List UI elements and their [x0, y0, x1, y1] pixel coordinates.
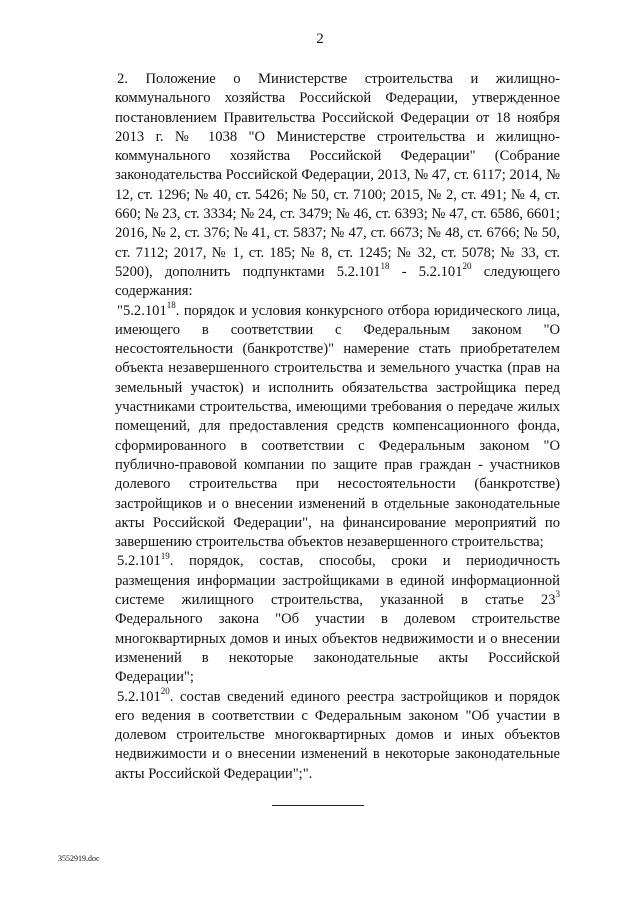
superscript: 20: [160, 685, 170, 696]
paragraph-subitem-20: [115, 685, 560, 784]
paragraph-text: следующего содержания:: [115, 263, 560, 300]
document-body: [115, 70, 560, 784]
subitem-number: 5.2.101: [117, 688, 161, 705]
paragraph-text: . порядок и условия конкурсного отбора юридического лица, имеющего в соответствии с Федеральным законом "О несостоятельности (банкротстве)" намерение стать приобретателем объекта незавершенного строительства и земельного участка (прав на земельный участок) и исполнить обязательства застройщика перед участниками строительства, имеющими требования о передаче жилых помещений, для предоставления средств компенсационного фонда, сформированного в соответствии с Федеральным законом "О публично-правовой компании по защите прав граждан - участников долевого строительства при несостоятельности (банкротстве) застройщиков и о внесении изменений в отдельные законодательные акты Российской Федерации", на финансирование мероприятий по завершению строительства объектов незавершенного строительства;: [115, 302, 560, 551]
paragraph-text: Федерального закона "Об участии в долевом строительстве многоквартирных домов и иных объектов недвижимости и о внесении изменений в некоторые законодательные акты Российской Федерации";: [115, 611, 560, 686]
paragraph-text: 2. Положение о Министерстве строительства и жилищно-коммунального хозяйства Российской Федерации, утвержденное постановлением Правительства Российской Федерации от 18 ноября 2013 г. № 1038 "О Министерстве строительства и жилищно-коммунального хозяйства Российской Федерации" (Собрание законодательства Российской Федерации, 2013, № 47, ст. 6117; 2014, № 12, ст. 1296; № 40, ст. 5426; № 50, ст. 7100; 2015, № 2, ст. 491; № 4, ст. 660; № 23, ст. 3334; № 24, ст. 3479; № 46, ст. 6393; № 47, ст. 6586, 6601; 2016, № 2, ст. 376; № 41, ст. 5837; № 47, ст. 6673; № 48, ст. 6766; № 50, ст. 7112; 2017, № 1, ст. 185; № 8, ст. 1245; № 32, ст. 5078; № 33, ст. 5200), дополнить подпунктами 5.2.101: [115, 71, 560, 280]
superscript: 18: [166, 299, 176, 310]
paragraph-text: . порядок, состав, способы, сроки и периодичность размещения информации застройщиками в единой информационной системе жилищного строительства, указанной в статье 23: [115, 553, 560, 609]
superscript: 20: [462, 261, 472, 272]
paragraph-subitem-19: [115, 552, 560, 687]
paragraph-text: - 5.2.101: [389, 263, 463, 280]
paragraph-text: . состав сведений единого реестра застройщиков и порядок его ведения в соответствии с Федеральным законом "Об участии в долевом строительстве многоквартирных домов и иных объектов недвижимости и о внесении изменений в некоторые законодательные акты Российской Федерации";".: [115, 688, 560, 782]
paragraph-subitem-18: [115, 299, 560, 553]
footer-file-code: 3552919.doc: [58, 854, 100, 863]
paragraph-amendment-intro: [115, 70, 560, 302]
subitem-number: "5.2.101: [117, 302, 167, 319]
page-number: 2: [316, 31, 324, 47]
closing-rule: [272, 805, 364, 806]
superscript: 18: [380, 261, 390, 272]
subitem-number: 5.2.101: [117, 553, 161, 570]
superscript: 3: [555, 589, 560, 600]
superscript: 19: [160, 550, 170, 561]
